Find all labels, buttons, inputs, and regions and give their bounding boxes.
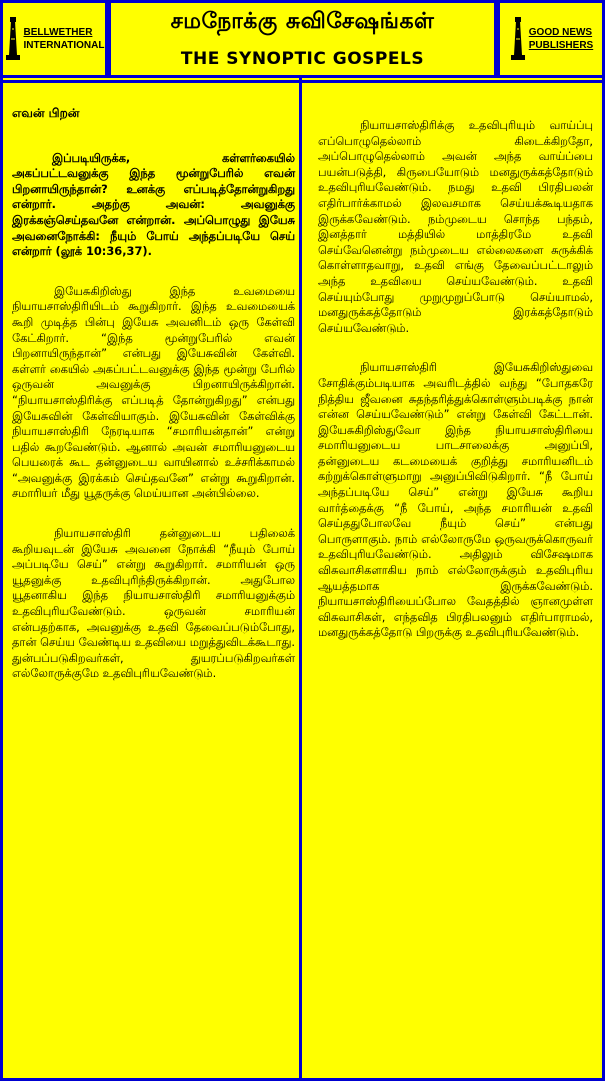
- publisher-logo-left: [0, 0, 108, 78]
- left-logo-line2: INTERNATIONAL: [23, 40, 105, 51]
- right-logo-line2: PUBLISHERS: [528, 40, 594, 51]
- right-column: [299, 78, 605, 1081]
- paragraph: இயேசுகிறிஸ்து இந்த உவமையை நியாயசாஸ்திரியிடம் கூறுகிறார். இந்த உவமையைக் கூறி முடித்த பின்பு இயேசு அவனிடம் ஒரு கேள்வி கேட்கிறார். “இந்த மூன்றுபேரில் எவன் பிறனாயிருந்தான்” என்பது இயேசுவின் கேள்வி. கள்ளர் கையில் அகப்பட்டவனுக்கு இந்த மூன்று பேரில் ஒருவன் அவனுக்கு பிறனாயிருக்கிறான். “நியாயசாஸ்திரிக்கு எப்படித் தோன்றுகிறது” என்பது இயேசுவின் கேள்வியாகும். இயேசுவின் கேள்விக்கு நியாயசாஸ்திரி நேரடியாக “சமாரியன்தான்” என்று பதில் கூறவேண்டும். ஆனால் அவன் சமாரியனுடைய பெயரைக் கூட தன்னுடைய வாயினால் உச்சரிக்காமல் “அவனுக்கு இரக்கம் செய்தவனே” என்று கூறுகிறான். சமாரியர் மீது யூதருக்கு மெய்யான அன்பில்லை.: [12, 283, 295, 501]
- left-column: [0, 78, 302, 1081]
- paragraph: நியாயசாஸ்திரிக்கு உதவிபுரியும் வாய்ப்பு எப்பொழுதெல்லாம் கிடைக்கிறதோ, அப்பொழுதெல்லாம் அவன் அந்த வாய்ப்பை பயன்படுத்தி, கிருபையோடும் மனதுருக்கத்தோடும் உதவிபுரியவேண்டும். நமது உதவி பிரதிபலன் எதிர்பார்க்காமல் இலவசமாக செய்யக்கூடியதாக இருக்கவேண்டும். நம்முடைய சொந்த பந்தம், இனத்தார் மத்தியில் மாத்திரமே உதவி செய்வேனென்று நம்முடைய எல்லைகளை சுருக்கிக் கொள்ளாதவாறு, உதவி எங்கு தேவைப்பட்டாலும் அந்த உதவியை செய்யவேண்டும். உதவி செய்யும்போது முறுமுறுப்போடு செய்யாமல், மனதுருக்கத்தோடும் இரக்கத்தோடும் செய்யவேண்டும்.: [318, 118, 593, 335]
- page-header: [108, 0, 497, 78]
- publisher-logo-right: [497, 0, 605, 78]
- page-title-tamil: சமநோக்கு சுவிசேஷங்கள்: [170, 9, 435, 34]
- lighthouse-icon: [4, 17, 22, 61]
- lighthouse-icon: [509, 17, 527, 61]
- right-logo-line1: GOOD NEWS: [528, 27, 593, 38]
- paragraph: நியாயசாஸ்திரி தன்னுடைய பதிலைக் கூறியவுடன் இயேசு அவனை நோக்கி “நீயும் போய் அப்படியே செய்” என்று கூறுகிறார். சமாரியன் ஒரு யூதனுக்கு உதவிபுரிந்திருக்கிறான். அதுபோல யூதனாகிய இந்த நியாயசாஸ்திரி சமாரியனுக்கும் உதவிபுரியவேண்டும். ஒருவன் சமாரியன் என்பதற்காக, அவனுக்கு உதவி தேவைப்படும்போது, தான் செய்ய வேண்டிய உதவியை மறுத்துவிடக்கூடாது. துன்பப்படுகிறவர்கள், துயரப்படுகிறவர்கள் எல்லோருக்குமே உதவிபுரியவேண்டும்.: [12, 526, 295, 681]
- paragraph: நியாயசாஸ்திரி இயேசுகிறிஸ்துவை சோதிக்கும்படியாக அவரிடத்தில் வந்து “போதகரே நித்திய ஜீவனை சுதந்தரித்துக்கொள்ளும்படிக்கு நான் என்ன செய்யவேண்டும்” என்று கேள்வி கேட்டான். இயேசுகிறிஸ்துவோ இந்த நியாயசாஸ்திரியை சமாரியனுடைய பாடசாலைக்கு அனுப்பி, தன்னுடைய கடமையைக் குறித்து சமாரியனிடம் கற்றுக்கொள்ளுமாறு அனுப்பிவிடுகிறார். “நீ போய் அந்தப்படியே செய்” என்று இயேசு கூறிய வார்த்தைக்கு “நீ போய், அந்த சமாரியன் உதவி செய்ததுபோலவே நீயும் செய்” என்பது பொருளாகும். நாம் எல்லோருமே ஒருவருக்கொருவர் உதவிபுரியவேண்டும். அதிலும் விசேஷமாக விசுவாசிகளாகிய நாம் எல்லோருக்கும் உதவிபுரிய ஆயத்தமாக இருக்கவேண்டும். நியாயசாஸ்திரியைப்போல வேதத்தில் ஞானமுள்ள விசுவாசிகள், எந்தவித பிரதிபலனும் எதிர்பாராமல், மனதுருக்கத்தோடு பிறருக்கு உதவிபுரியவேண்டும்.: [318, 360, 593, 640]
- scripture-quote: இப்படியிருக்க, கள்ளர்கையில் அகப்பட்டவனுக்கு இந்த மூன்றுபேரில் எவன் பிறனாயிருந்தான்? உனக்கு எப்படித்தோன்றுகிறது என்றார். அதற்கு அவன்: அவனுக்கு இரக்கஞ்செய்தவனே என்றான். அப்பொழுது இயேசு அவனைநோக்கி: நீயும் போய் அந்தப்படியே செய் என்றார் (லூக் 10:36,37).: [12, 150, 295, 259]
- left-logo-line1: BELLWETHER: [23, 27, 93, 38]
- page-title-english: THE SYNOPTIC GOSPELS: [180, 49, 425, 69]
- article-heading: எவன் பிறன்: [12, 106, 80, 120]
